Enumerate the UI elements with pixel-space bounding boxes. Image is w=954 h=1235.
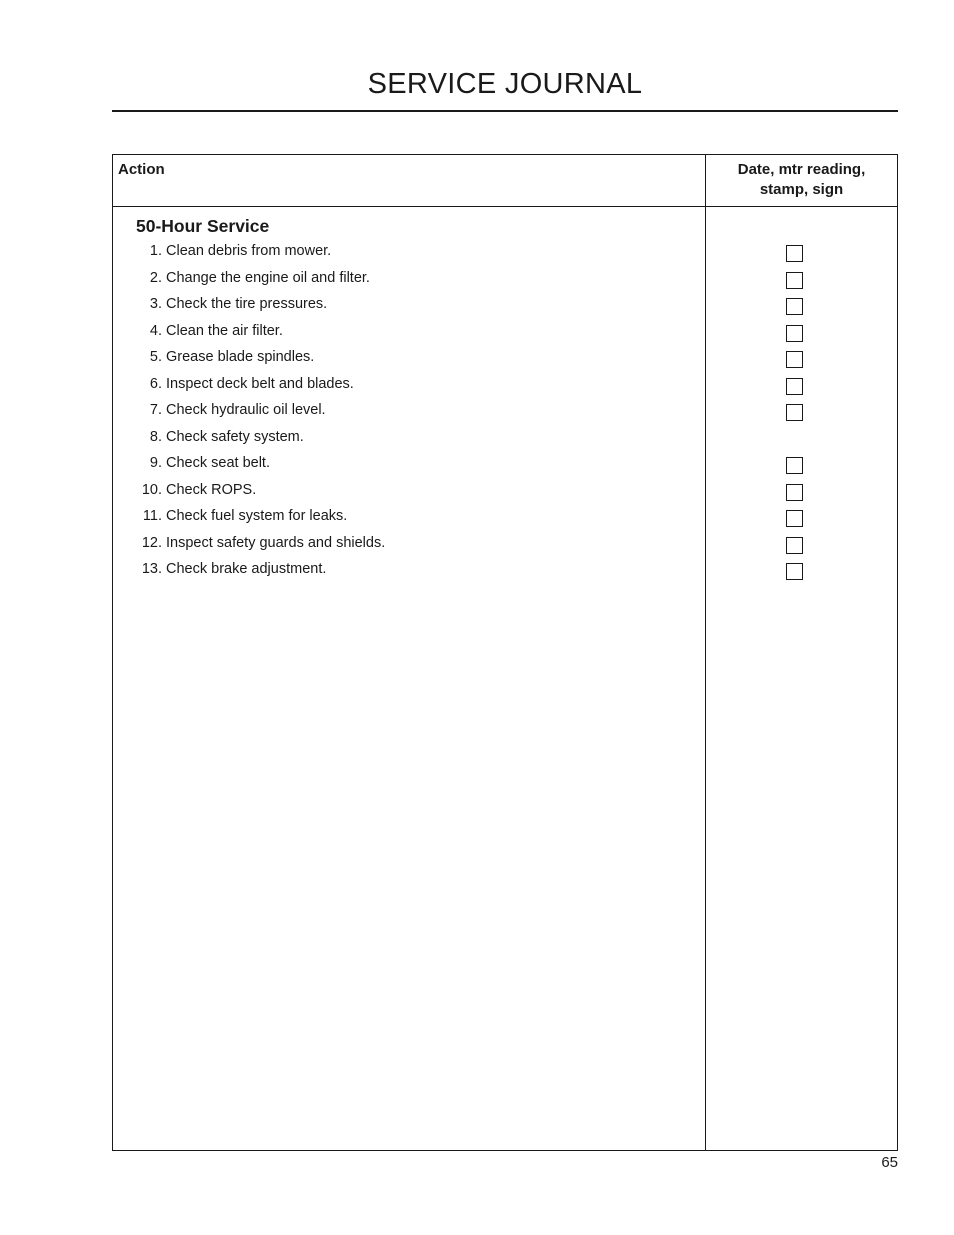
date-column-header [706,160,897,200]
task-text: Check the tire pressures. [166,296,328,312]
task-item [113,533,705,560]
task-item [113,347,705,374]
task-item [113,559,705,586]
task-item [113,241,705,268]
task-item [113,506,705,533]
task-number: 8. [149,428,162,445]
task-number: 10. [141,481,162,498]
date-column-header-line2: stamp, sign [759,181,844,198]
task-number: 13. [141,561,162,577]
task-text: Check fuel system for leaks. [166,508,348,524]
task-list [113,241,705,586]
task-number: 1. [149,243,162,259]
task-number: 12. [141,534,162,551]
task-checkbox[interactable] [786,272,803,289]
task-number: 9. [149,455,162,471]
task-number: 2. [149,269,162,286]
task-text: Change the engine oil and filter. [166,269,370,286]
task-text: Check safety system. [166,428,304,445]
task-item [113,453,705,480]
title-divider [112,110,898,112]
column-divider [705,155,706,1150]
task-checkbox[interactable] [786,378,803,395]
task-checkbox[interactable] [786,563,803,580]
task-text: Clean the air filter. [166,322,283,339]
service-journal-table [112,154,898,1151]
task-number: 5. [149,349,162,365]
header-divider [113,206,897,207]
task-checkbox[interactable] [786,351,803,368]
task-item [113,321,705,348]
task-checkbox[interactable] [786,298,803,315]
task-number: 4. [149,322,162,339]
task-checkbox[interactable] [786,325,803,342]
task-item [113,427,705,454]
task-checkbox[interactable] [786,245,803,262]
task-item [113,400,705,427]
task-item [113,374,705,401]
section-title: 50-Hour Service [136,216,270,236]
task-text: Grease blade spindles. [166,349,315,365]
task-text: Check seat belt. [166,455,270,471]
date-column-header-line1: Date, mtr reading, [737,161,866,178]
page-number: 65 [881,1154,898,1171]
task-checkbox[interactable] [786,404,803,421]
page-title: SERVICE JOURNAL [367,68,643,100]
task-number: 6. [149,375,162,392]
task-text: Check brake adjustment. [166,561,327,577]
task-checkbox[interactable] [786,484,803,501]
task-item [113,294,705,321]
task-text: Clean debris from mower. [166,243,332,259]
action-column-header: Action [118,161,165,178]
task-number: 11. [142,508,162,524]
task-item [113,268,705,295]
task-item [113,480,705,507]
task-checkbox[interactable] [786,510,803,527]
task-number: 3. [149,296,162,312]
task-checkbox[interactable] [786,457,803,474]
task-text: Inspect deck belt and blades. [166,375,354,392]
task-text: Check ROPS. [166,481,257,498]
task-checkbox[interactable] [786,537,803,554]
task-text: Inspect safety guards and shields. [166,534,386,551]
task-text: Check hydraulic oil level. [166,402,326,418]
task-number: 7. [149,402,162,418]
